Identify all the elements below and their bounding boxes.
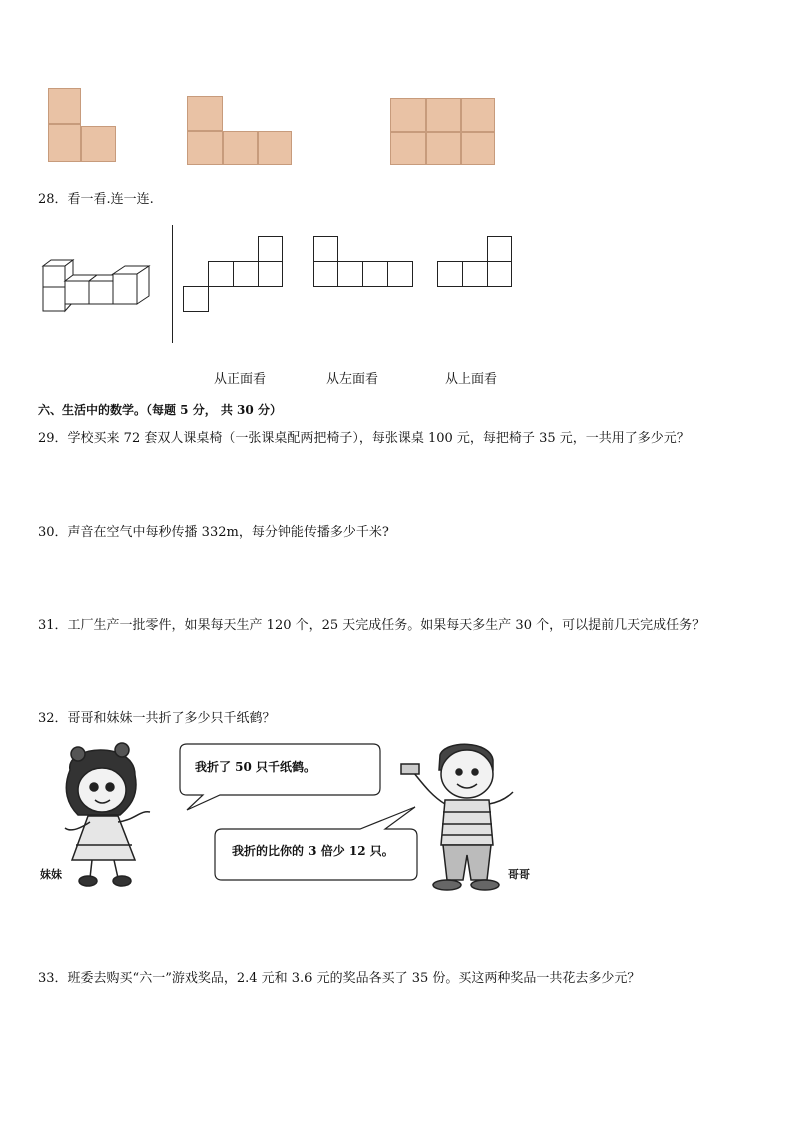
- grid-square: [233, 261, 259, 287]
- tan-square: [81, 126, 116, 162]
- grid-square: [183, 286, 209, 312]
- question-text: 工厂生产一批零件，如果每天生产 120 个，25 天完成任务。如果每天多生产 30 个，可以提前几天完成任务？: [67, 618, 706, 633]
- speech-text-bottom: 我折的比你的 3 倍少 12 只。: [232, 844, 394, 858]
- grid-square: [487, 236, 512, 262]
- tan-square: [426, 98, 461, 132]
- tan-square: [48, 124, 81, 162]
- tan-square: [187, 96, 223, 131]
- tan-square: [461, 132, 495, 165]
- question-33: [38, 967, 640, 986]
- grid-square: [337, 261, 363, 287]
- question-number: 32．: [38, 711, 68, 726]
- grid-square: [462, 261, 488, 287]
- view-label-top: 从上面看: [445, 372, 498, 387]
- question-text: 学校买来 72 套双人课桌椅（一张课桌配两把椅子），每张课桌 100 元，每把椅子 35 元，一共用了多少元？: [67, 431, 690, 446]
- speech-text-top: 我折了 50 只千纸鹤。: [195, 760, 317, 774]
- tan-square: [187, 131, 223, 165]
- boy-illustration: [395, 740, 525, 895]
- question-text: 看一看.连一连.: [67, 192, 154, 207]
- tan-square: [390, 98, 426, 132]
- question-number: 33．: [38, 971, 68, 986]
- divider-line: [172, 225, 173, 343]
- tan-square: [390, 132, 426, 165]
- grid-square: [437, 261, 463, 287]
- question-text: 哥哥和妹妹一共折了多少只千纸鹤？: [67, 711, 276, 726]
- grid-square: [313, 261, 338, 287]
- question-text: 班委去购买“六一”游戏奖品，2.4 元和 3.6 元的奖品各买了 35 份。买这两种奖品一共花去多少元？: [67, 971, 641, 986]
- question-number: 29．: [38, 431, 68, 446]
- question-text: 声音在空气中每秒传播 332m，每分钟能传播多少千米?: [67, 525, 389, 540]
- grid-square: [387, 261, 413, 287]
- question-number: 30．: [38, 525, 68, 540]
- tan-square: [426, 132, 461, 165]
- question-31: [38, 614, 705, 633]
- cube-structure-3d: [40, 258, 155, 314]
- question-28: [38, 188, 154, 207]
- grid-square: [313, 236, 338, 262]
- tan-square: [223, 131, 258, 165]
- question-32: [38, 707, 276, 726]
- question-30: [38, 521, 389, 540]
- girl-label: 妹妹: [40, 868, 62, 881]
- tan-square: [461, 98, 495, 132]
- grid-square: [258, 261, 283, 287]
- question-number: 31．: [38, 618, 68, 633]
- grid-square: [258, 236, 283, 262]
- view-label-front: 从正面看: [214, 372, 267, 387]
- question-number: 28．: [38, 192, 68, 207]
- grid-square: [208, 261, 234, 287]
- grid-square: [362, 261, 388, 287]
- tan-square: [48, 88, 81, 124]
- section-heading: 六、生活中的数学。（每题 5 分， 共 30 分）: [38, 403, 282, 417]
- boy-label: 哥哥: [508, 868, 530, 881]
- tan-square: [258, 131, 292, 165]
- view-label-left: 从左面看: [326, 372, 379, 387]
- speech-bubble-top: [175, 742, 385, 812]
- grid-square: [487, 261, 512, 287]
- question-29: [38, 427, 690, 446]
